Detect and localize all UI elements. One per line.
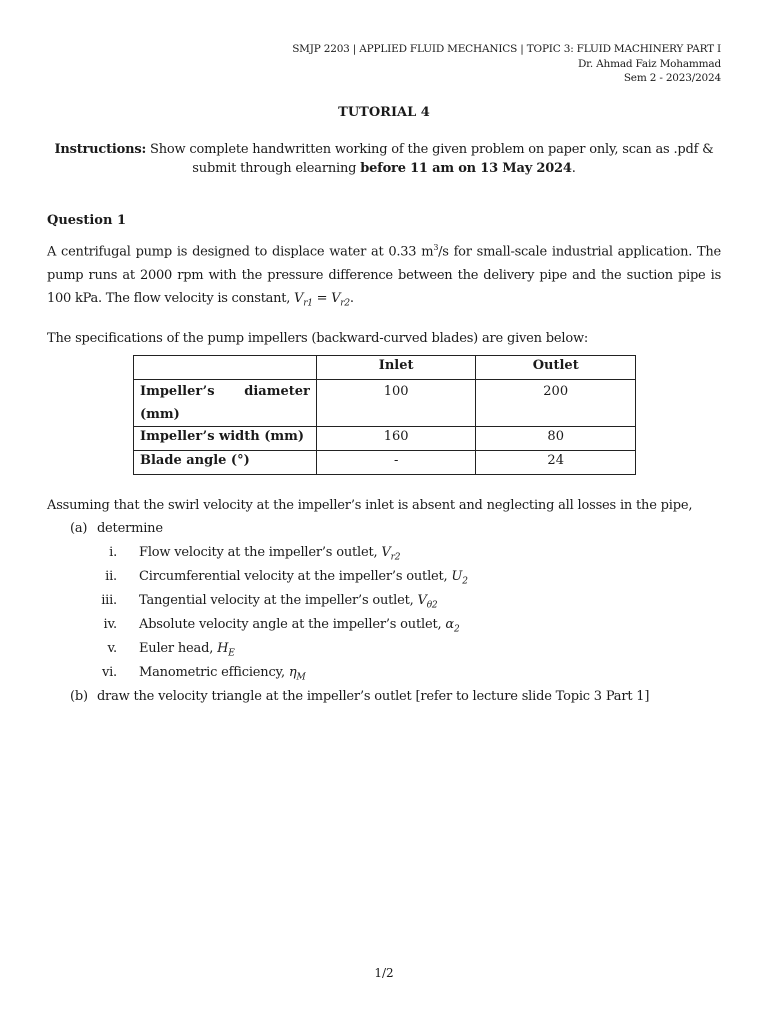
item-subscript: 2 bbox=[453, 624, 460, 635]
item-text: Flow velocity at the impeller’s outlet, bbox=[139, 545, 382, 560]
list-item bbox=[80, 617, 459, 635]
list-item bbox=[80, 641, 235, 659]
list-item bbox=[80, 545, 400, 563]
item-number: i. bbox=[109, 545, 117, 560]
item-number: iv. bbox=[103, 617, 117, 632]
item-symbol: V bbox=[381, 545, 391, 560]
item-text: Circumferential velocity at the impeller’s outlet, bbox=[139, 569, 452, 584]
equation-flow-velocity bbox=[294, 291, 350, 309]
instructions bbox=[47, 140, 721, 178]
list-item bbox=[80, 569, 468, 587]
item-subscript: 2 bbox=[462, 576, 468, 587]
eq-subscript-1: r1 bbox=[303, 298, 313, 309]
semester-line: Sem 2 - 2023/2024 bbox=[623, 72, 721, 84]
table-header-inlet: Inlet bbox=[316, 356, 476, 380]
eq-subscript-2: r2 bbox=[340, 298, 350, 309]
impeller-spec-table bbox=[133, 355, 636, 475]
list-item bbox=[80, 593, 437, 611]
paragraph-end: . bbox=[349, 291, 354, 307]
label-part-b: diameter bbox=[244, 384, 310, 399]
table-row-blade-angle bbox=[134, 451, 636, 475]
paragraph-text-2: /s for small-scale industrial application. The pump runs at 2000 rpm with the pressure difference between the delivery pipe and the suction pipe is 100 kPa. The flow velocity is constant, bbox=[47, 244, 721, 307]
eq-symbol-2: V bbox=[331, 291, 341, 307]
course-line: SMJP 2203 | APPLIED FLUID MECHANICS | TOPIC 3: FLUID MACHINERY PART I bbox=[292, 43, 721, 55]
item-subscript: E bbox=[228, 648, 235, 659]
table-header-blank bbox=[134, 356, 317, 380]
label-part-c: (mm) bbox=[140, 407, 180, 422]
row-label-width: Impeller’s width (mm) bbox=[134, 427, 317, 451]
item-symbol: α bbox=[445, 617, 454, 632]
cell-diameter-outlet: 200 bbox=[476, 380, 636, 427]
item-number: ii. bbox=[105, 569, 117, 584]
table-header-outlet: Outlet bbox=[476, 356, 636, 380]
lecturer-name: Dr. Ahmad Faiz Mohammad bbox=[577, 57, 721, 70]
item-subscript: M bbox=[296, 672, 306, 683]
assumption-text: Assuming that the swirl velocity at the impeller’s inlet is absent and neglecting all losses in the pipe, bbox=[47, 498, 693, 513]
spec-intro: The specifications of the pump impellers (backward-curved blades) are given below: bbox=[47, 331, 589, 346]
item-subscript: r2 bbox=[390, 552, 401, 563]
paragraph-superscript: 3 bbox=[433, 243, 439, 252]
part-b-text: draw the velocity triangle at the impeller’s outlet [refer to lecture slide Topic 3 Part 1] bbox=[96, 689, 650, 704]
item-symbol: U bbox=[451, 569, 463, 584]
cell-width-outlet: 80 bbox=[476, 427, 636, 451]
row-label-diameter bbox=[134, 380, 317, 427]
item-symbol: η bbox=[288, 665, 297, 680]
tutorial-title: TUTORIAL 4 bbox=[338, 105, 430, 120]
item-number: iii. bbox=[101, 593, 117, 608]
item-text: Tangential velocity at the impeller’s outlet, bbox=[139, 593, 418, 608]
deadline: before 11 am on 13 May 2024 bbox=[360, 161, 572, 176]
label-part-a: Impeller’s bbox=[140, 384, 215, 399]
item-subscript: θ2 bbox=[426, 600, 438, 611]
eq-equals: = bbox=[312, 291, 332, 307]
question-paragraph bbox=[47, 236, 721, 316]
part-b bbox=[70, 689, 649, 704]
cell-angle-inlet: - bbox=[316, 451, 476, 475]
instructions-label: Instructions: bbox=[54, 142, 147, 157]
item-number: vi. bbox=[101, 665, 117, 680]
table-row-diameter bbox=[134, 380, 636, 427]
item-text: Manometric efficiency, bbox=[139, 665, 289, 680]
paragraph-text-1: A centrifugal pump is designed to displace water at 0.33 m bbox=[47, 244, 434, 260]
part-b-label: (b) bbox=[70, 689, 88, 704]
item-number: v. bbox=[107, 641, 117, 656]
part-a-label: (a) bbox=[70, 521, 88, 536]
instructions-end: . bbox=[571, 161, 576, 176]
cell-diameter-inlet: 100 bbox=[316, 380, 476, 427]
item-symbol: V bbox=[417, 593, 427, 608]
question-heading: Question 1 bbox=[47, 213, 127, 228]
part-a bbox=[70, 521, 163, 536]
table-header-row bbox=[134, 356, 636, 380]
item-symbol: H bbox=[217, 641, 229, 656]
cell-angle-outlet: 24 bbox=[476, 451, 636, 475]
page-header bbox=[221, 42, 721, 86]
table-row-width bbox=[134, 427, 636, 451]
list-item bbox=[80, 665, 305, 683]
item-text: Euler head, bbox=[139, 641, 218, 656]
item-text: Absolute velocity angle at the impeller’s outlet, bbox=[139, 617, 446, 632]
instructions-text: Show complete handwritten working of the given problem on paper only, scan as .pdf & submit through elearning bbox=[146, 142, 714, 176]
cell-width-inlet: 160 bbox=[316, 427, 476, 451]
row-label-blade-angle: Blade angle (°) bbox=[134, 451, 317, 475]
part-a-text: determine bbox=[96, 521, 163, 536]
page-number: 1/2 bbox=[374, 966, 394, 980]
eq-symbol-1: V bbox=[294, 291, 304, 307]
